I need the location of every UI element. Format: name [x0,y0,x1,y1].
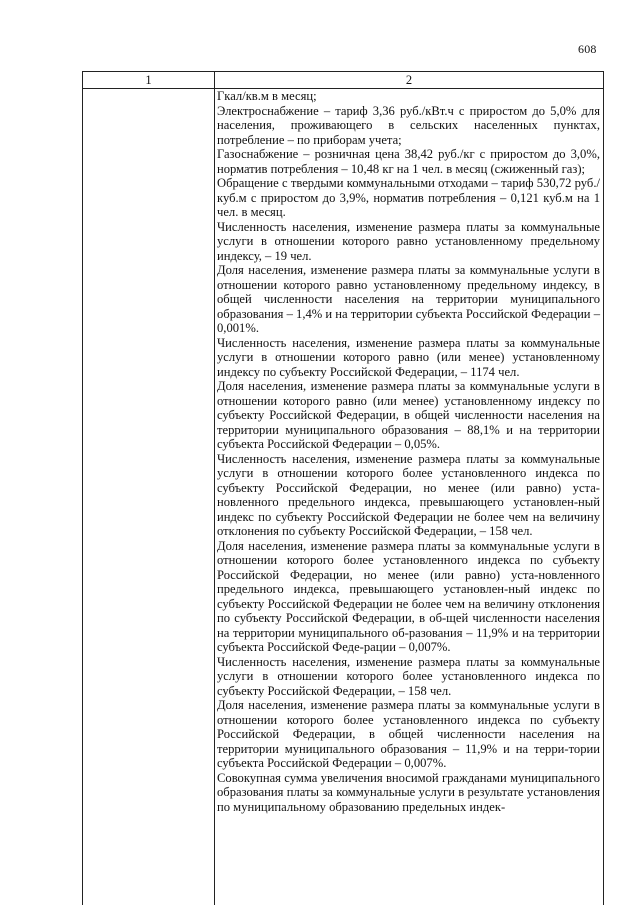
paragraph: Электроснабжение – тариф 3,36 руб./кВт.ч с приростом до 5,0% для населения, проживающего в сельских населенных пунктах, потребление – по приборам учета; [217,103,600,147]
document-table [82,71,604,905]
paragraph: Обращение с твердыми коммунальными отходами – тариф 530,72 руб./куб.м с приростом до 3,9%, норматив потребления – 0,121 куб.м на 1 чел. в месяц. [217,176,600,219]
paragraph: Газоснабжение – розничная цена 38,42 руб./кг с приростом до 3,0%, норматив потребления – 10,48 кг на 1 чел. в месяц (сжиженный газ); [217,147,600,176]
table-header-row [83,72,603,89]
paragraph: Доля населения, изменение размера платы за коммунальные услуги в отношении которого более установленного индекса по субъекту Российской Федерации, в общей численности населения на территории муниципального образования – 11,9% и на терри-тории субъекта Российской Федерации – 0,007%. [217,698,600,770]
column-divider [214,72,215,905]
paragraph: Численность населения, изменение размера платы за коммунальные услуги в отношении которого более установленного индекса по субъекту Российской Федерации, но менее (или равно) уста-новленного предельного индекса, превышающего установлен-ный индекс по субъекту Российской Федерации не более чем на величину отклонения по субъекту Российской Федерации, – 158 чел. [217,451,600,538]
column-header-1: 1 [145,73,152,87]
paragraph: Численность населения, изменение размера платы за коммунальные услуги в отношении которого более установленного индекса по субъекту Российской Федерации, – 158 чел. [217,654,600,698]
table-cell-text [217,89,600,814]
paragraph: Совокупная сумма увеличения вносимой гражданами муниципального образования платы за коммунальные услуги в результате установления по муниципальному образованию предельных индек- [217,770,600,814]
paragraph: Гкал/кв.м в месяц; [217,89,317,103]
paragraph: Доля населения, изменение размера платы за коммунальные услуги в отношении которого более установленного индекса по субъекту Российской Федерации, но менее (или равно) уста-новленного предельного индекса, превышающего установлен-ный индекс по субъекту Российской Федерации не более чем на величину отклонения по субъекту Российской Федерации, в об-щей численности населения на территории муниципального об-разования – 11,9% и на территории субъекта Российской Феде-рации – 0,007%. [217,538,600,654]
paragraph: Численность населения, изменение размера платы за коммунальные услуги в отношении которого равно (или менее) установленному индексу по субъекту Российской Федерации, – 1174 чел. [217,335,600,379]
page-number: 608 [578,42,597,56]
paragraph: Численность населения, изменение размера платы за коммунальные услуги в отношении которого равно установленному предельному индексу, – 19 чел. [217,219,600,263]
column-header-2: 2 [405,73,413,87]
paragraph: Доля населения, изменение размера платы за коммунальные услуги в отношении которого равно (или менее) установленному индексу по субъекту Российской Федерации, в общей численности населения на территории муниципального образования – 88,1% и на территории субъекта Российской Федерации – 0,05%. [217,379,600,451]
paragraph: Доля населения, изменение размера платы за коммунальные услуги в отношении которого равно установленному предельному индексу, в общей численности населения на территории муниципального образования – 1,4% и на территории субъекта Российской Федерации – 0,001%. [217,263,600,335]
